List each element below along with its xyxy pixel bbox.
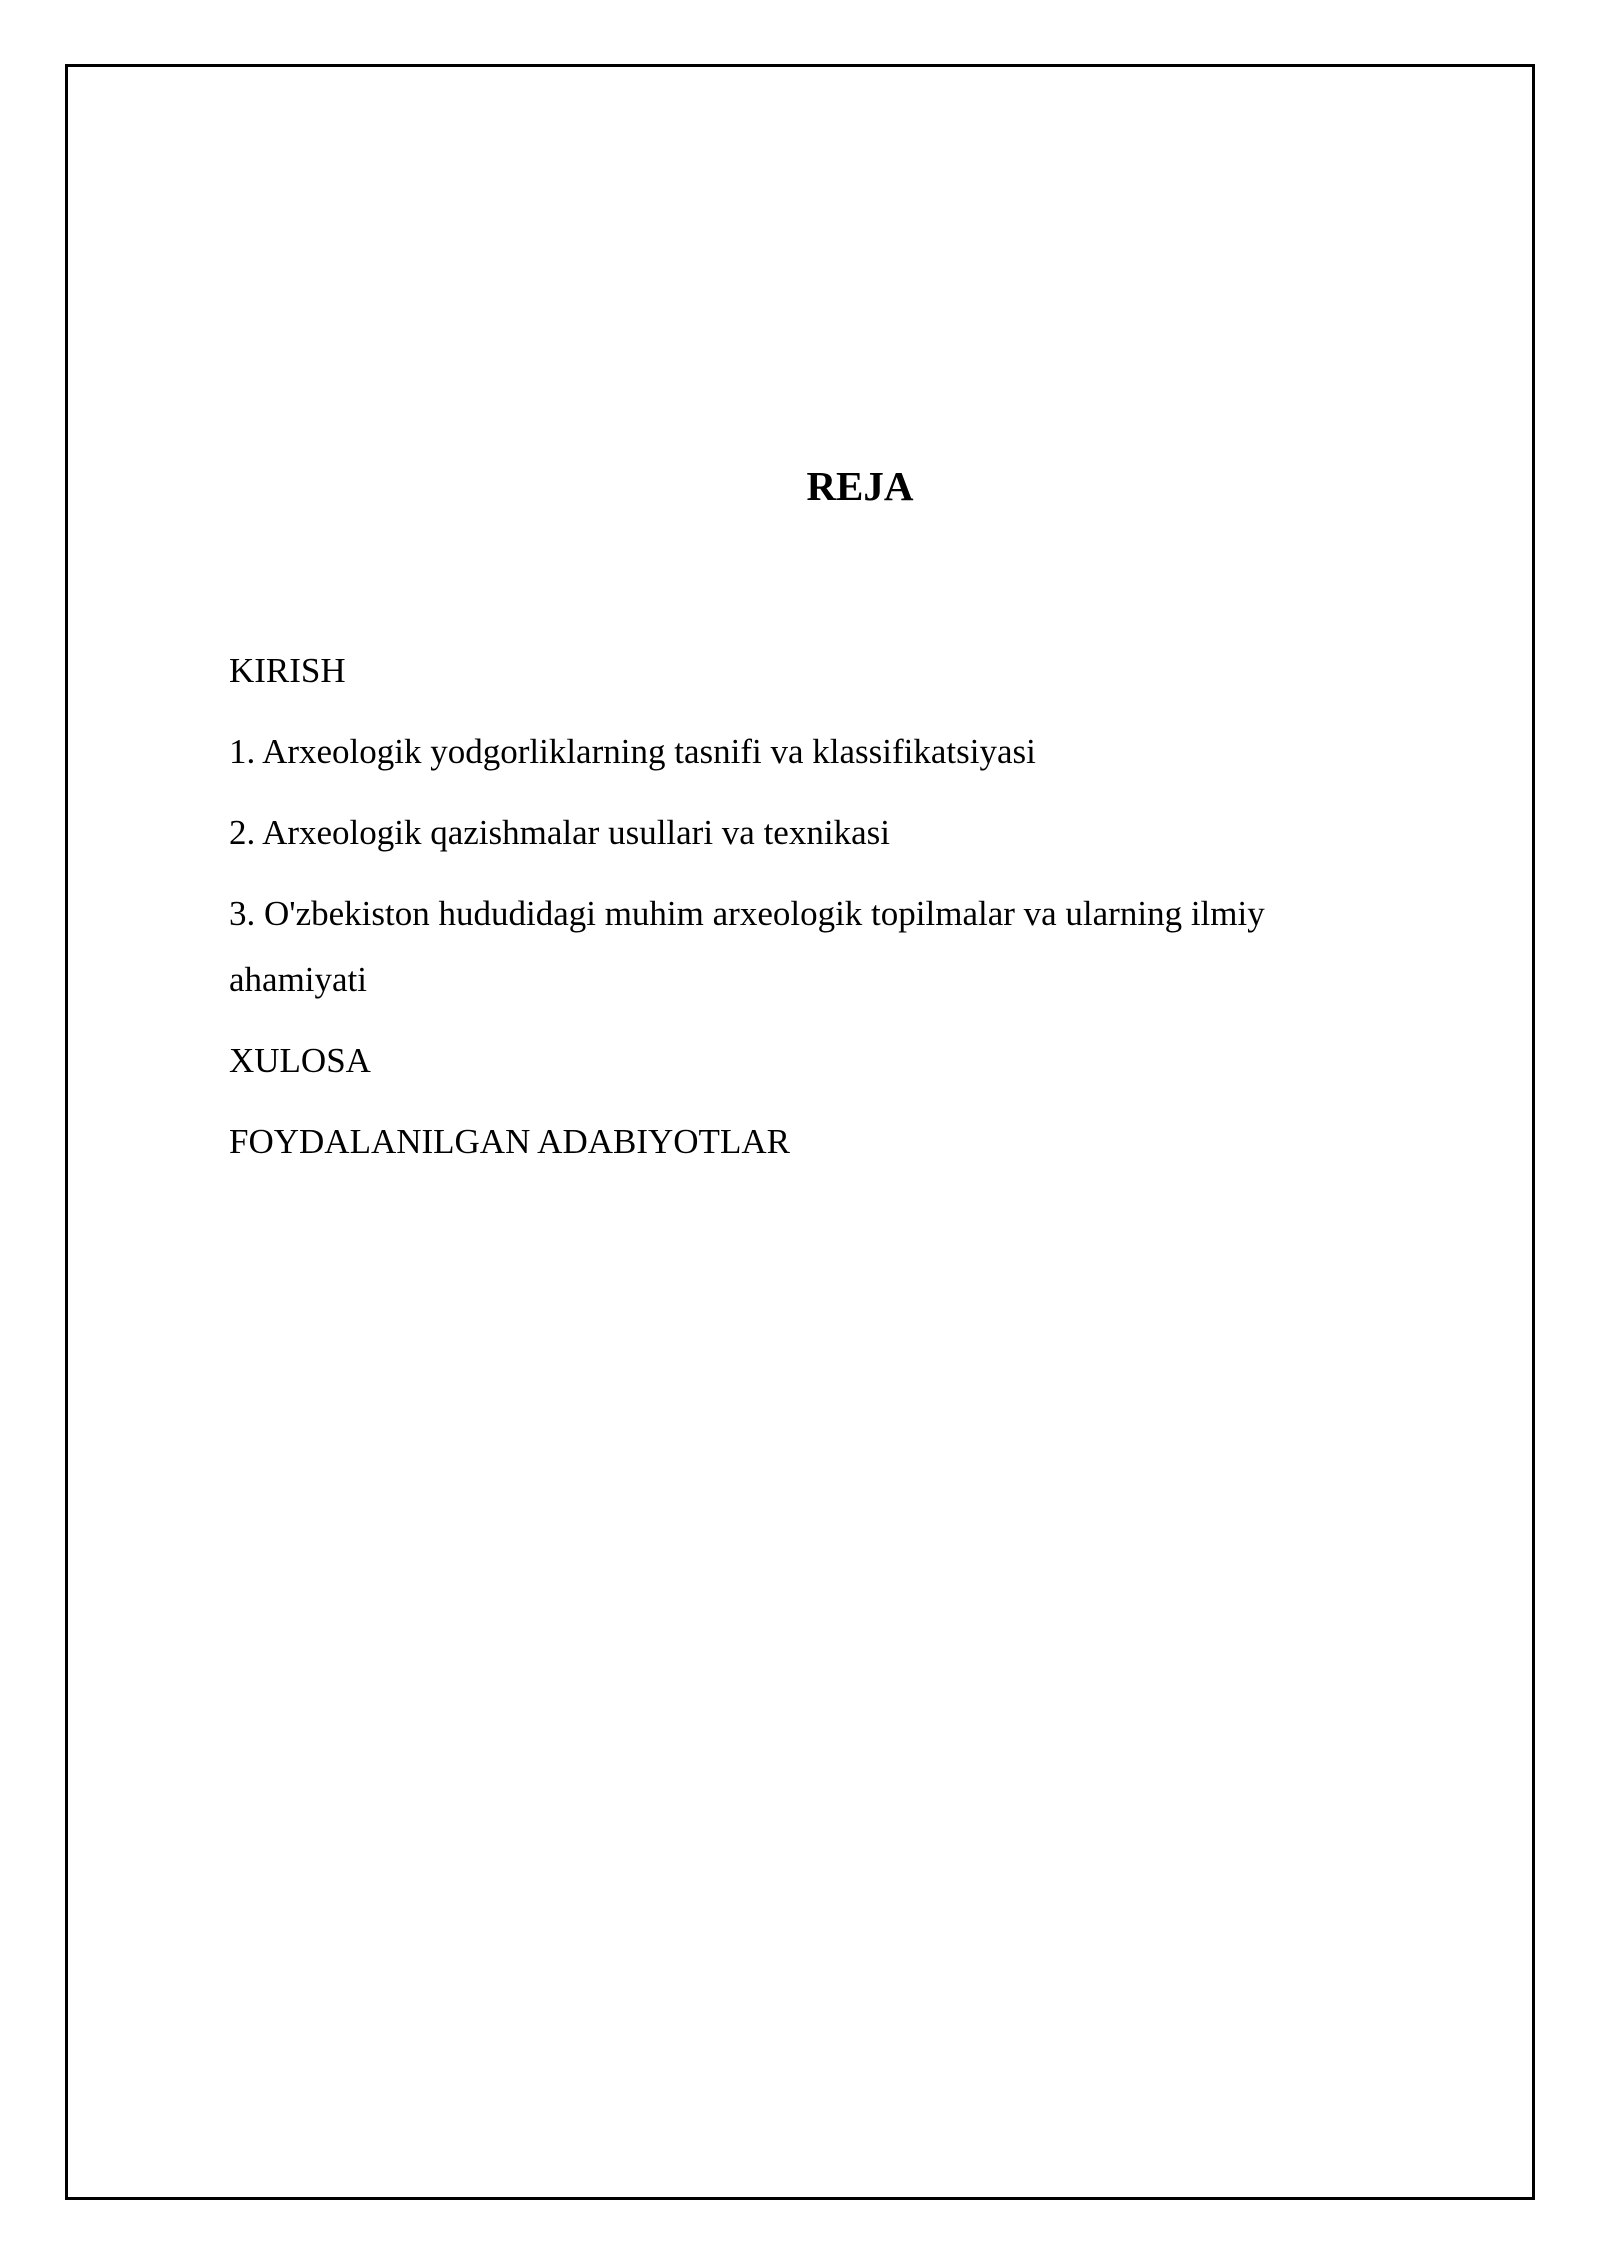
toc-item-3: 3. O'zbekiston hududidagi muhim arxeologik topilmalar va ularning ilmiy ahamiyati [229,894,1265,999]
page-title: REJA [806,463,914,509]
toc-item-2: 2. Arxeologik qazishmalar usullari va texnikasi [229,813,890,852]
toc-item-1: 1. Arxeologik yodgorliklarning tasnifi va klassifikatsiyasi [229,732,1036,771]
toc-item-references: FOYDALANILGAN ADABIYOTLAR [229,1122,790,1161]
toc-item-introduction: KIRISH [229,651,346,690]
table-of-contents [229,638,1399,1190]
toc-item-conclusion: XULOSA [229,1041,371,1080]
